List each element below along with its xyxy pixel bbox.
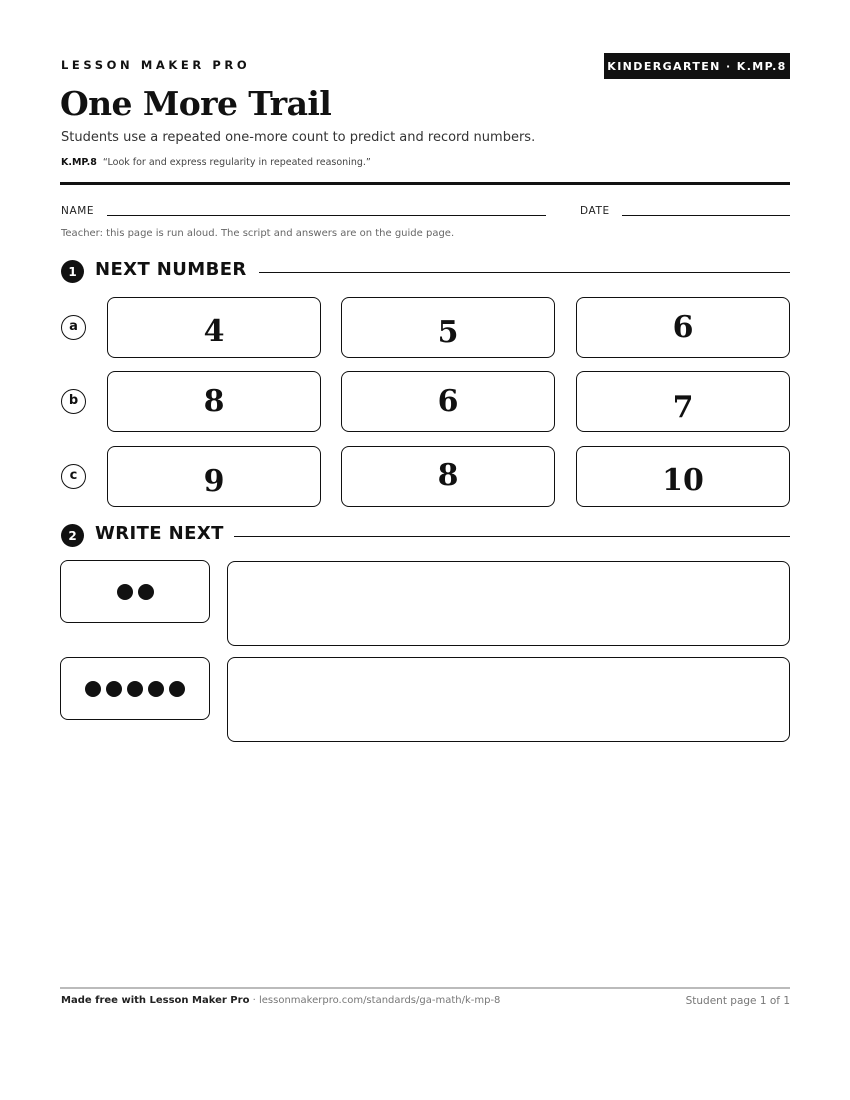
standard-quote: “Look for and express regularity in repeated reasoning.” [102, 157, 371, 168]
footer-made-free: Made free with Lesson Maker Pro [61, 995, 250, 1006]
page-title: One More Trail [60, 84, 332, 123]
dot-card-row-1 [60, 560, 210, 623]
number-card: 4 [107, 297, 321, 358]
teacher-note: Teacher: this page is run aloud. The script and answers are on the guide page. [61, 228, 455, 239]
number-card: 6 [341, 371, 555, 432]
header-divider [60, 182, 790, 185]
answer-box-row-2[interactable] [227, 657, 790, 742]
number-card: 8 [107, 371, 321, 432]
count-dot [117, 584, 133, 600]
footer-url[interactable]: · lessonmakerpro.com/standards/ga-math/k-mp-8 [249, 995, 501, 1006]
dot-card-row-2 [60, 657, 210, 720]
count-dot [148, 681, 164, 697]
brand-name: LESSON MAKER PRO [61, 58, 251, 72]
section-1-rule [259, 272, 790, 273]
count-dot [169, 681, 185, 697]
grade-standard-badge: KINDERGARTEN · K.MP.8 [604, 53, 790, 79]
page-subtitle: Students use a repeated one-more count to predict and record numbers. [61, 130, 536, 145]
count-dot [127, 681, 143, 697]
answer-box-row-1[interactable] [227, 561, 790, 646]
count-dot [85, 681, 101, 697]
footer-credit [61, 995, 500, 1006]
section-2-number: 2 [61, 524, 84, 547]
count-dot [106, 681, 122, 697]
section-1-number: 1 [61, 260, 84, 283]
standard-code: K.MP.8 [61, 157, 97, 168]
date-label: DATE [580, 205, 610, 217]
row-letter-a: a [61, 315, 86, 340]
section-2-rule [234, 536, 790, 537]
name-label: NAME [61, 205, 95, 217]
section-1-title: NEXT NUMBER [95, 259, 247, 280]
number-card: 8 [341, 446, 555, 507]
date-field[interactable] [622, 215, 790, 216]
row-letter-b: b [61, 389, 86, 414]
row-letter-c: c [61, 464, 86, 489]
footer-divider [60, 987, 790, 989]
footer-page-number: Student page 1 of 1 [685, 995, 790, 1007]
section-2-title: WRITE NEXT [95, 523, 224, 544]
number-card: 7 [576, 371, 790, 432]
standard-line [61, 157, 371, 168]
count-dot [138, 584, 154, 600]
number-card: 5 [341, 297, 555, 358]
number-card: 9 [107, 446, 321, 507]
number-card: 6 [576, 297, 790, 358]
name-field[interactable] [107, 215, 546, 216]
number-card: 10 [576, 446, 790, 507]
